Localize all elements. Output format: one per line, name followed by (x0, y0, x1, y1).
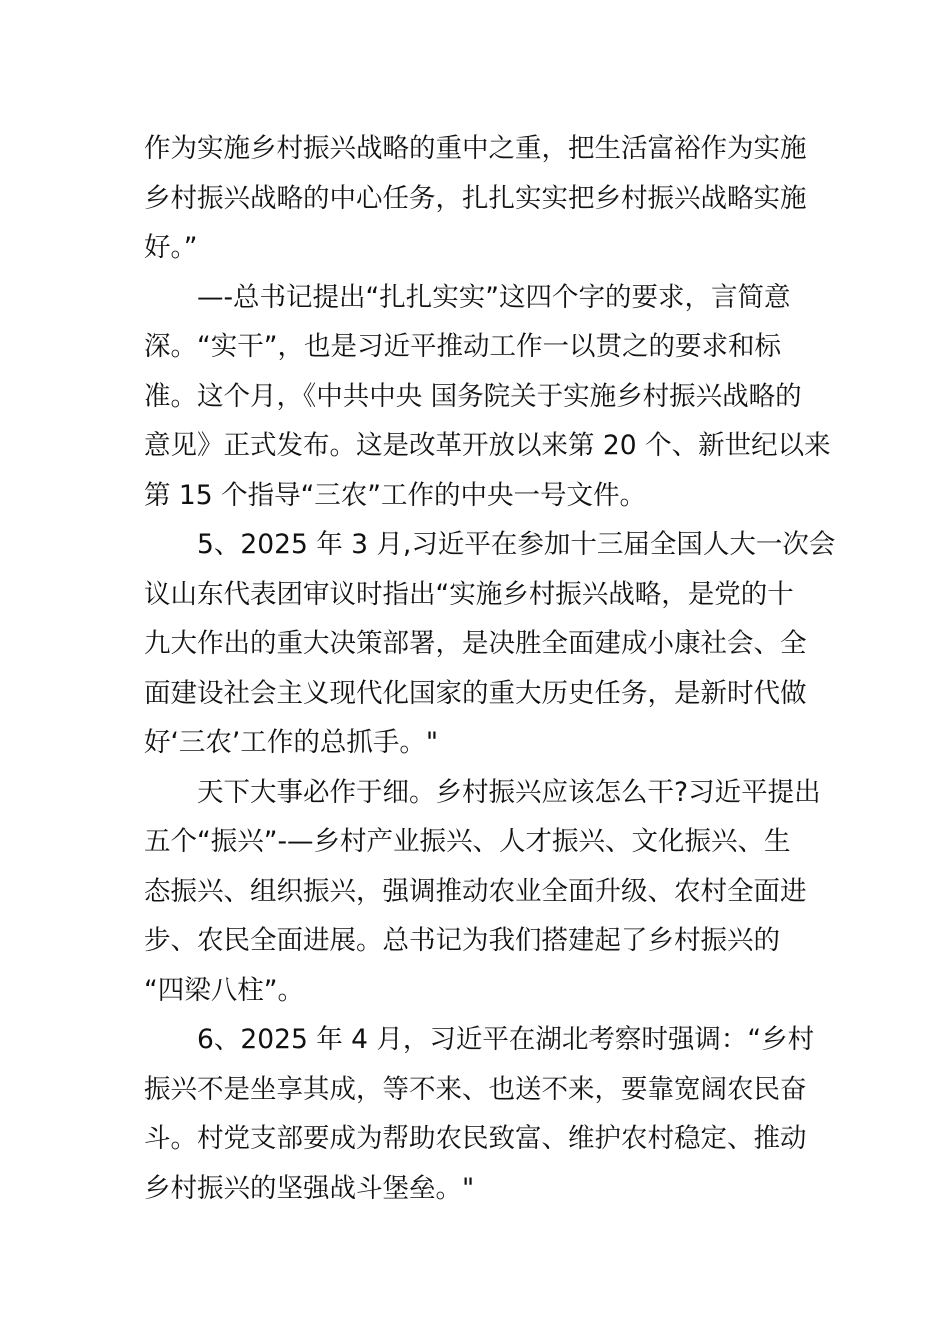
text-line: 准。这个月，《中共中央 国务院关于实施乡村振兴战略的 (144, 380, 802, 412)
paragraph-5 (144, 1015, 815, 1213)
text-line: 好‘三农’工作的总抓手。" (144, 727, 439, 758)
text-line: “四梁八柱”。 (144, 974, 304, 1006)
text-line: 乡村振兴战略的中心任务，扎扎实实把乡村振兴战略实施 (144, 182, 807, 214)
paragraph-3 (144, 520, 836, 768)
text-line: 作为实施乡村振兴战略的重中之重，把生活富裕作为实施 (144, 133, 807, 164)
text-line: 步、农民全面进展。总书记为我们搭建起了乡村振兴的 (144, 925, 780, 956)
text-line: 天下大事必作于细。乡村振兴应该怎么干?习近平提出 (197, 776, 821, 808)
text-line: 面建设社会主义现代化国家的重大历史任务，是新时代做 (144, 677, 807, 709)
text-line: 深。“实干”，也是习近平推动工作一以贯之的要求和标 (144, 331, 781, 362)
text-line: 6、2025 年 4 月，习近平在湖北考察时强调：“乡村 (197, 1024, 815, 1055)
text-line: 五个“振兴”-—乡村产业振兴、人才振兴、文化振兴、生 (144, 826, 791, 857)
text-line: 5、2025 年 3 月,习近平在参加十三届全国人大一次会 (197, 529, 836, 560)
text-line: 振兴不是坐享其成，等不来、也送不来，要靠宽阔农民奋 (144, 1073, 807, 1105)
text-line: 斗。村党支部要成为帮助农民致富、维护农村稳定、推动 (144, 1123, 807, 1154)
paragraph-1 (144, 124, 810, 273)
paragraph-2 (144, 273, 831, 521)
text-line: 乡村振兴的坚强战斗堡垒。" (144, 1172, 475, 1204)
document-body (144, 124, 836, 1213)
text-line: 第 15 个指导“三农”工作的中央一号文件。 (144, 479, 647, 511)
text-line: 九大作出的重大决策部署，是决胜全面建成小康社会、全 (144, 628, 807, 659)
text-line: 意见》正式发布。这是改革开放以来第 20 个、新世纪以来 (144, 430, 831, 461)
paragraph-4 (144, 768, 821, 1016)
text-line: 态振兴、组织振兴，强调推动农业全面升级、农村全面进 (144, 875, 807, 907)
text-line: —-总书记提出“扎扎实实”这四个字的要求，言简意 (197, 281, 791, 313)
text-line: 好。” (144, 232, 198, 263)
text-line: 议山东代表团审议时指出“实施乡村振兴战略，是党的十 (144, 578, 794, 610)
